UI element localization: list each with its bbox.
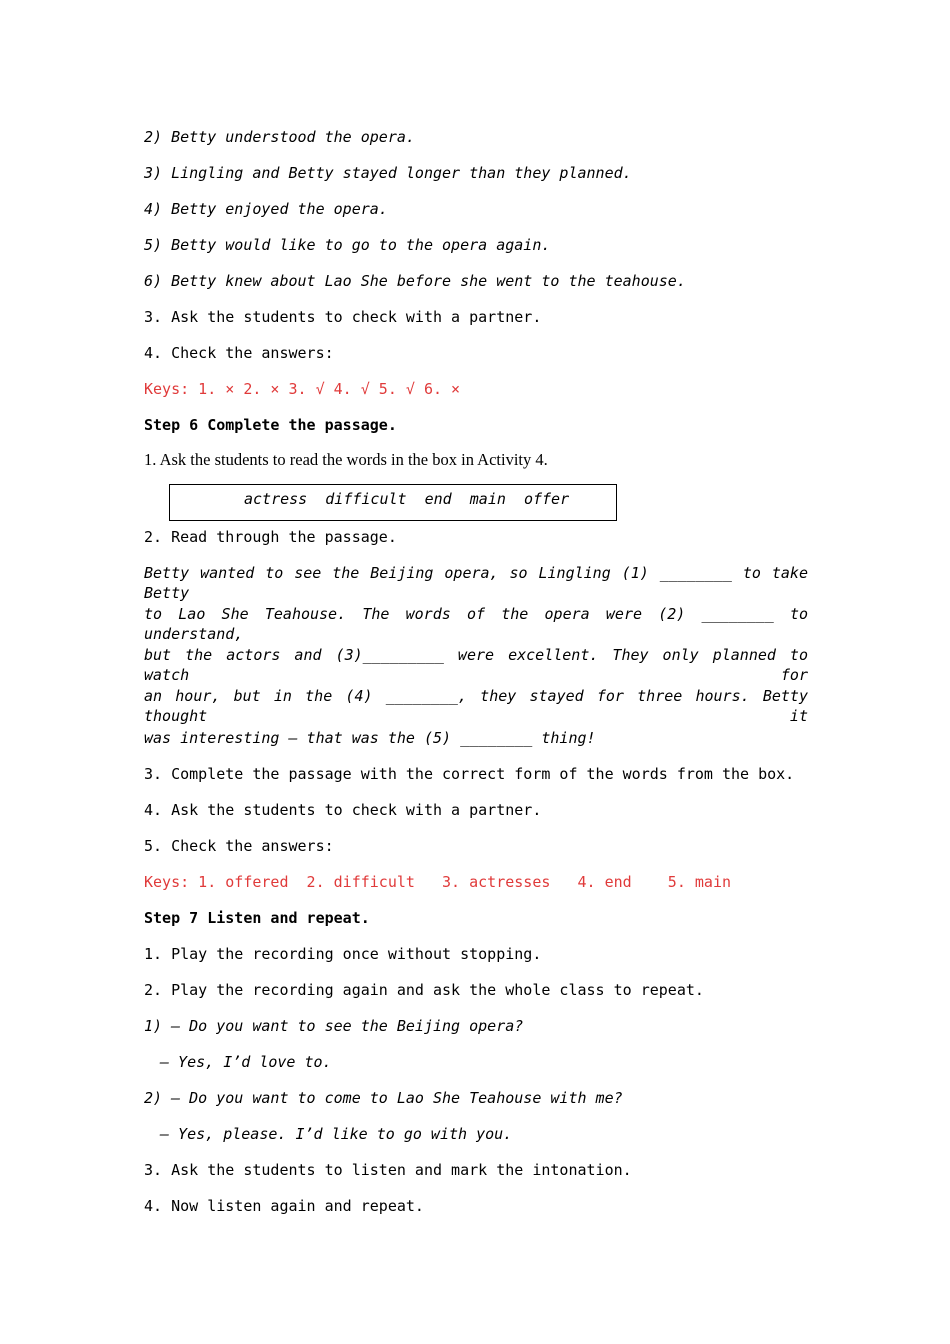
dialogue-1-answer: — Yes, I’d love to. xyxy=(160,1053,332,1071)
step7-instruction-1: 1. Play the recording once without stopping. xyxy=(144,945,542,963)
step6-instruction-5: 5. Check the answers: xyxy=(144,837,334,855)
statement-4: 4) Betty enjoyed the opera. xyxy=(144,200,388,218)
step6-instruction-1: 1. Ask the students to read the words in the box in Activity 4. xyxy=(144,450,548,469)
dialogue-1-question: 1) — Do you want to see the Beijing opera? xyxy=(144,1017,524,1035)
step7-instruction-3: 3. Ask the students to listen and mark the intonation. xyxy=(144,1161,632,1179)
statement-3: 3) Lingling and Betty stayed longer than they planned. xyxy=(144,164,632,182)
dialogue-2-question: 2) — Do you want to come to Lao She Teahouse with me? xyxy=(144,1089,623,1107)
statement-6: 6) Betty knew about Lao She before she went to the teahouse. xyxy=(144,272,686,290)
step6-instruction-3: 3. Complete the passage with the correct form of the words from the box. xyxy=(144,765,795,783)
step6-instruction-4: 4. Ask the students to check with a partner. xyxy=(144,801,542,819)
word-box-words: actress difficult end main offer xyxy=(244,490,570,508)
instruction-check-partner: 3. Ask the students to check with a partner. xyxy=(144,308,542,326)
step6-heading: Step 6 Complete the passage. xyxy=(144,416,397,434)
answer-keys-activity3: Keys: 1. × 2. × 3. √ 4. √ 5. √ 6. × xyxy=(144,380,461,398)
instruction-check-answers: 4. Check the answers: xyxy=(144,344,334,362)
passage-line-4: an hour, but in the (4) ________, they stayed for three hours. Betty thought it xyxy=(144,687,808,725)
word-box xyxy=(169,484,617,521)
passage-line-2: to Lao She Teahouse. The words of the opera were (2) ________ to understand, xyxy=(144,605,808,643)
dialogue-2-answer: — Yes, please. I’d like to go with you. xyxy=(160,1125,513,1143)
step6-instruction-2: 2. Read through the passage. xyxy=(144,528,397,546)
passage-line-3: but the actors and (3)_________ were excellent. They only planned to watch for xyxy=(144,646,808,684)
passage-line-1: Betty wanted to see the Beijing opera, so Lingling (1) ________ to take Betty xyxy=(144,564,808,602)
statement-5: 5) Betty would like to go to the opera again. xyxy=(144,236,551,254)
passage-line-5: was interesting — that was the (5) ________ thing! xyxy=(144,729,596,747)
answer-keys-step6: Keys: 1. offered 2. difficult 3. actresses 4. end 5. main xyxy=(144,873,731,891)
step7-instruction-4: 4. Now listen again and repeat. xyxy=(144,1197,424,1215)
step7-instruction-2: 2. Play the recording again and ask the whole class to repeat. xyxy=(144,981,704,999)
statement-2: 2) Betty understood the opera. xyxy=(144,128,415,146)
step7-heading: Step 7 Listen and repeat. xyxy=(144,909,370,927)
